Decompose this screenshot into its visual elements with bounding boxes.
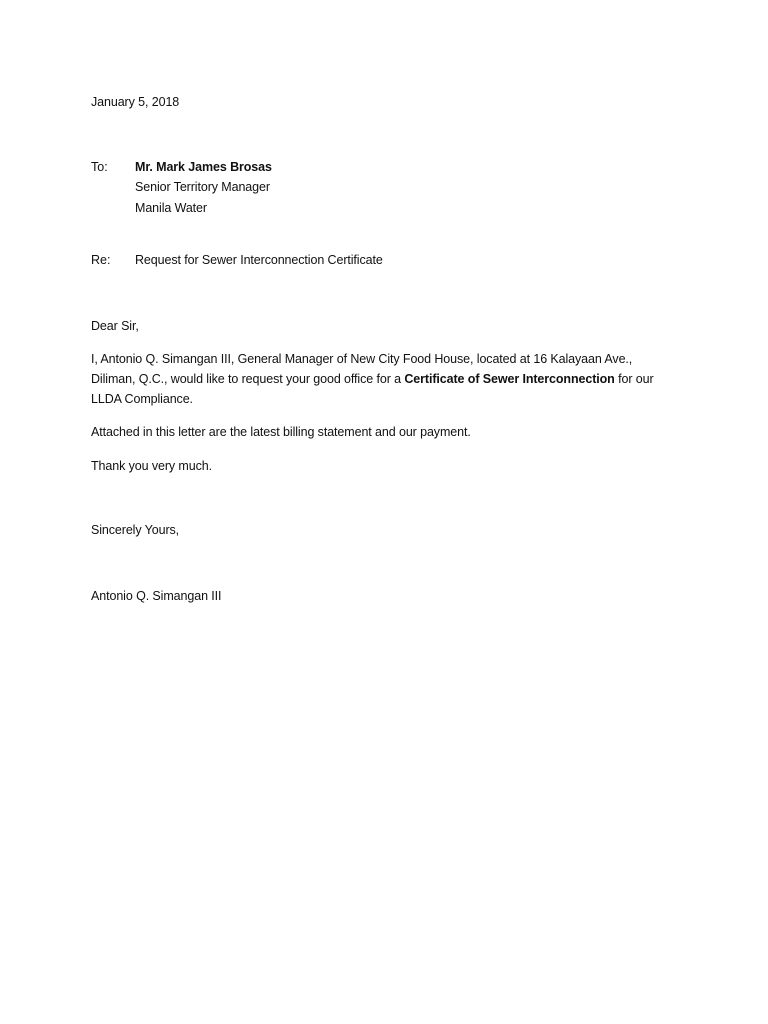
body-paragraph-1-line-3: LLDA Compliance. <box>91 392 193 406</box>
subject-line: Request for Sewer Interconnection Certificate <box>135 253 383 267</box>
body-paragraph-1-line-1: I, Antonio Q. Simangan III, General Manager of New City Food House, located at 16 Kalayaan Ave., <box>91 352 633 366</box>
to-label: To: <box>91 160 108 174</box>
body-paragraph-1-line-2 <box>91 369 654 389</box>
body-paragraph-2: Attached in this letter are the latest billing statement and our payment. <box>91 425 471 439</box>
salutation: Dear Sir, <box>91 319 139 333</box>
certificate-name: Certificate of Sewer Interconnection <box>404 372 615 386</box>
recipient-company: Manila Water <box>135 201 207 215</box>
body-paragraph-3: Thank you very much. <box>91 459 212 473</box>
body-text: for our <box>614 372 654 386</box>
body-text: Diliman, Q.C., would like to request your good office for a <box>91 372 405 386</box>
closing: Sincerely Yours, <box>91 523 180 537</box>
recipient-title: Senior Territory Manager <box>135 180 270 194</box>
recipient-name: Mr. Mark James Brosas <box>135 160 272 174</box>
signatory-name: Antonio Q. Simangan III <box>91 589 222 603</box>
re-label: Re: <box>91 253 111 267</box>
letter-date: January 5, 2018 <box>91 95 180 109</box>
